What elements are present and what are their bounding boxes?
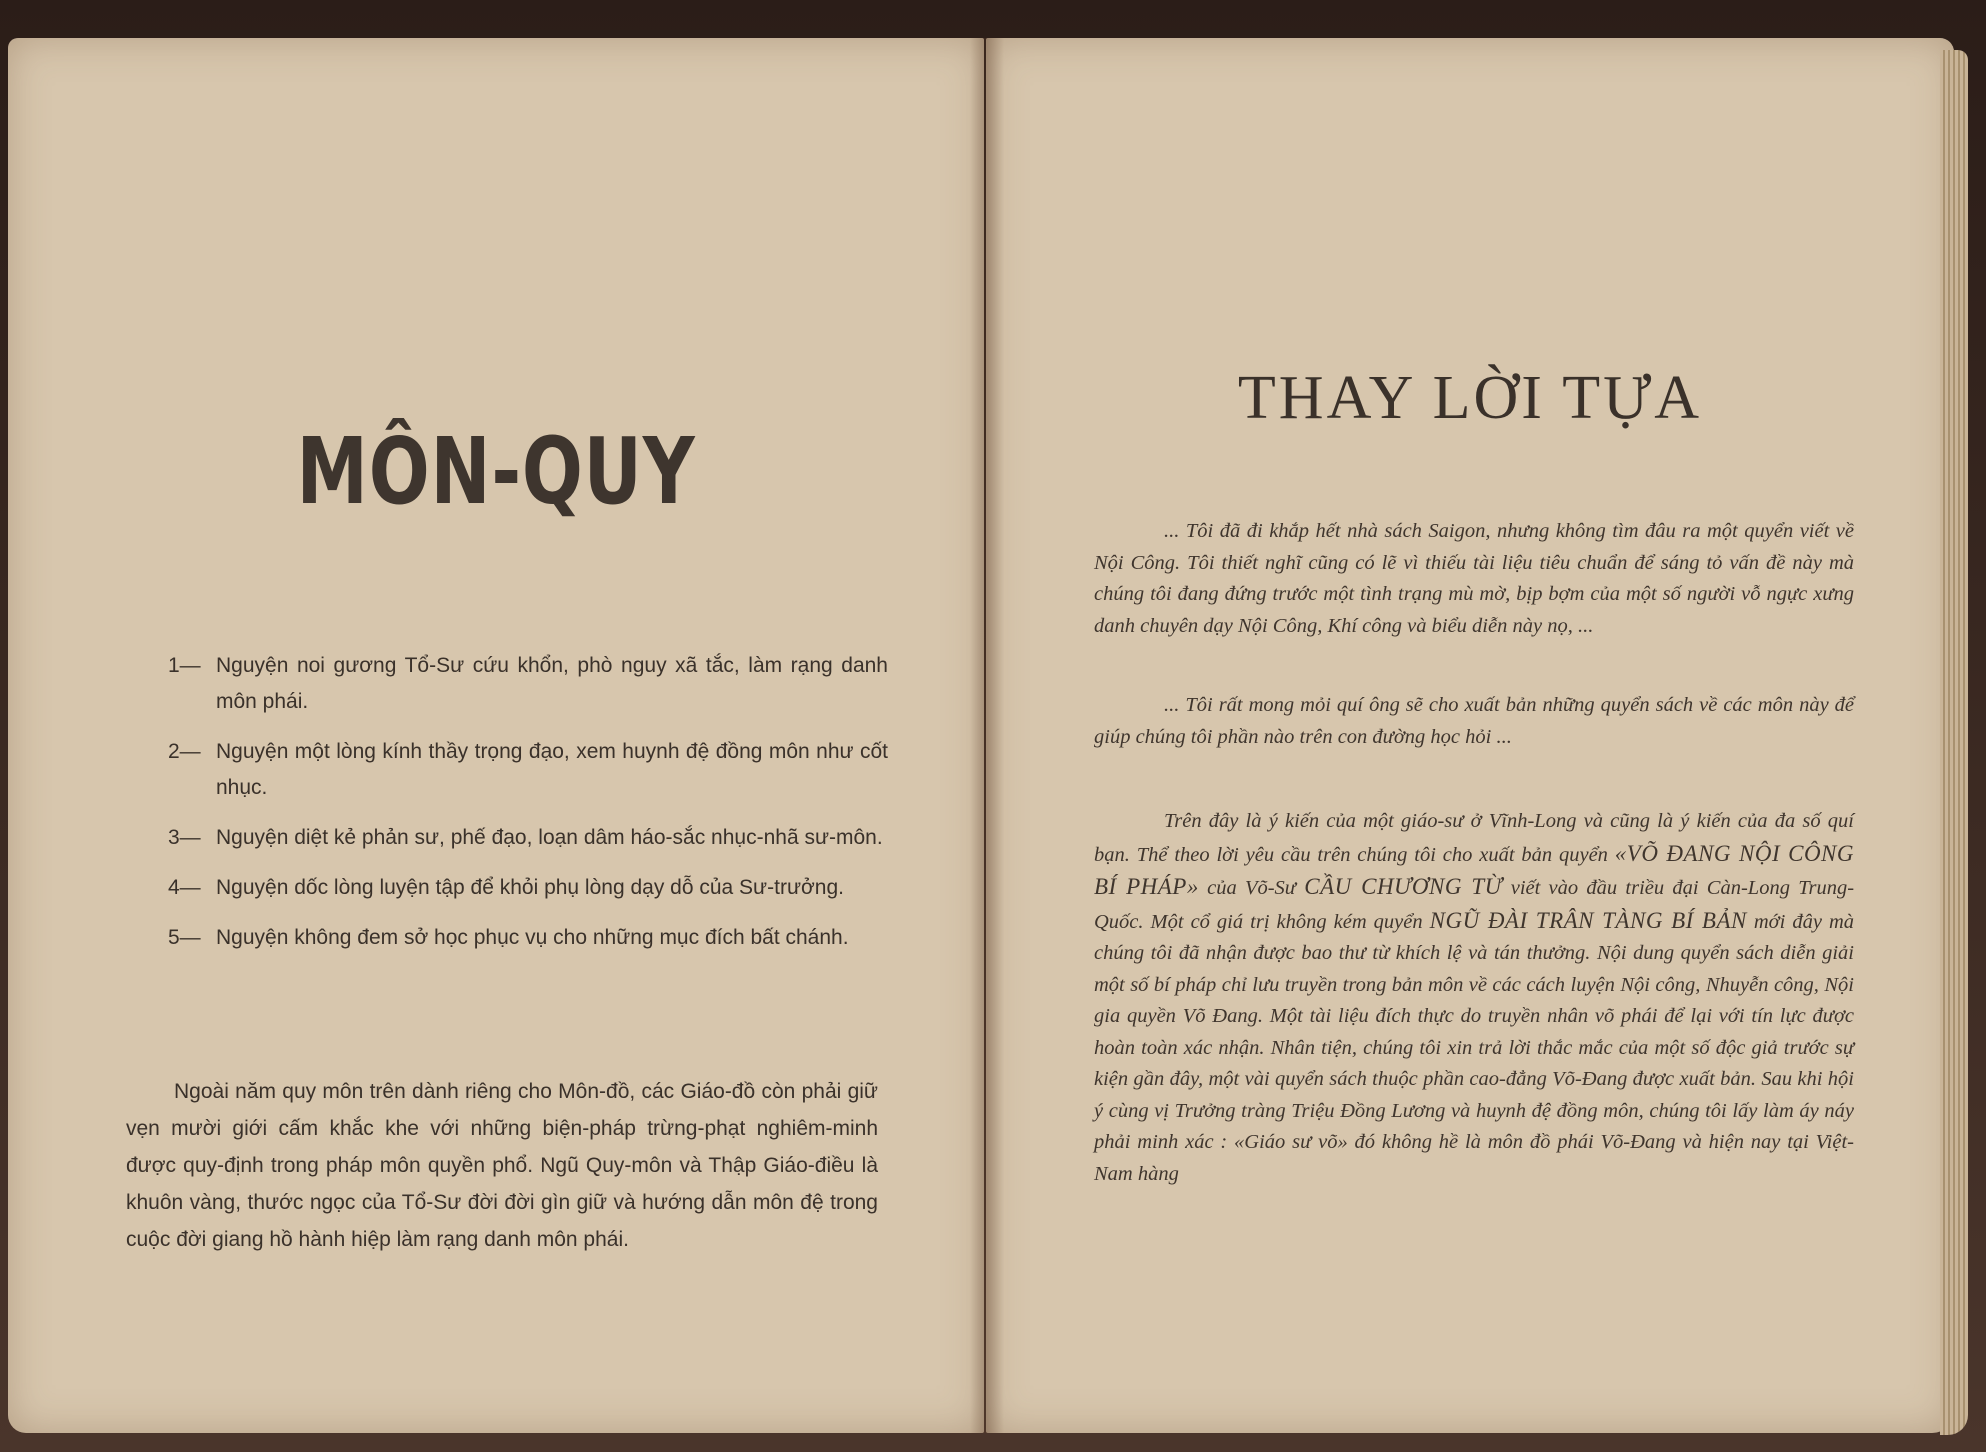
rules-list [168, 648, 888, 970]
rule-text: Nguyện không đem sở học phục vụ cho những mục đích bất chánh. [216, 926, 849, 949]
body-text-3: viết vào đầu triều đại Càn-Long Trung-Quốc. Một cổ giá trị không kém quyển [1094, 877, 1855, 933]
rule-item [168, 870, 888, 906]
right-page [986, 38, 1954, 1433]
rule-number: 2— [168, 740, 201, 763]
left-page-title: MÔN-QUY [296, 418, 696, 525]
body-text-4: mới đây mà chúng tôi đã nhận được bao thư từ khích lệ và tán thưởng. Nội dung quyển sách diễn giải một số bí pháp chỉ lưu truyền trong bản môn về các cách luyện Nội công, Nhuyễn công, Nội gia quyền Võ Đang. Một tài liệu đích thực do truyền nhân võ phái để lại với tín lực được hoàn toàn xác nhận. Nhân tiện, chúng tôi xin trả lời thắc mắc của một số độc giả trước sự kiện gần đây, một vài quyển sách thuộc phần cao-đẳng Võ-Đang được xuất bản. Sau khi hội ý cùng vị Trưởng tràng Triệu Đồng Lương và huynh đệ đồng môn, chúng tôi lấy làm áy náy phải minh xác : «Giáo sư võ» đó không hề là môn đồ phái Võ-Đang và hiện nay tại Việt-Nam hàng [1094, 910, 1854, 1185]
rule-item [168, 820, 888, 856]
rule-number: 5— [168, 926, 201, 949]
rule-text: Nguyện diệt kẻ phản sư, phế đạo, loạn dâm háo-sắc nhục-nhã sư-môn. [216, 826, 883, 849]
closing-paragraph: Ngoài năm quy môn trên dành riêng cho Môn-đồ, các Giáo-đồ còn phải giữ vẹn mười giới cấm khắc khe với những biện-pháp trừng-phạt nghiêm-minh được quy-định trong pháp môn quyền phổ. Ngũ Quy-môn và Thập Giáo-điều là khuôn vàng, thước ngọc của Tổ-Sư đời đời gìn giữ và hướng dẫn môn đệ trong cuộc đời giang hồ hành hiệp làm rạng danh môn phái. [126, 1080, 878, 1251]
author-name: CẦU CHƯƠNG TỪ [1304, 874, 1503, 899]
rule-number: 4— [168, 876, 201, 899]
rule-item [168, 648, 888, 720]
rule-number: 1— [168, 654, 201, 677]
body-paragraph [1094, 806, 1854, 1190]
book-gutter [970, 38, 1004, 1433]
rule-text: Nguyện dốc lòng luyện tập để khỏi phụ lòng dạy dỗ của Sư-trưởng. [216, 876, 844, 899]
book-title-2: NGŨ ĐÀI TRÂN TÀNG BÍ BẢN [1429, 907, 1747, 933]
body-text-1: Trên đây là ý kiến của một giáo-sư ở Vĩnh-Long và cũng là ý kiến của đa số quí bạn. Thể theo lời yêu cầu trên chúng tôi cho xuất bản quyển [1094, 810, 1854, 866]
quote-paragraph-1: ... Tôi đã đi khắp hết nhà sách Saigon, nhưng không tìm đâu ra một quyển viết về Nội Công. Tôi thiết nghĩ cũng có lẽ vì thiếu tài liệu tiêu chuẩn để sáng tỏ vấn đề này mà chúng tôi đang đứng trước một tình trạng mù mờ, bịp bợm của một số người vỗ ngực xưng danh chuyên dạy Nội Công, Khí công và biểu diễn này nọ, ... [1094, 520, 1854, 637]
rule-number: 3— [168, 826, 201, 849]
left-page [8, 38, 984, 1433]
rule-item [168, 920, 888, 956]
quote-paragraph-2: ... Tôi rất mong mỏi quí ông sẽ cho xuất bản những quyển sách về các môn này để giúp chúng tôi phần nào trên con đường học hỏi ... [1094, 694, 1854, 748]
page-edges [1940, 50, 1968, 1435]
book-title: «VÕ ĐANG NỘI CÔNG BÍ PHÁP» [1094, 840, 1855, 899]
rule-text: Nguyện một lòng kính thầy trọng đạo, xem huynh đệ đồng môn như cốt nhục. [216, 740, 888, 799]
right-page-title: THAY LỜI TỰA [1237, 364, 1703, 432]
body-text-2: của Võ-Sư [1207, 877, 1296, 899]
rule-item [168, 734, 888, 806]
rule-text: Nguyện noi gương Tổ-Sư cứu khổn, phò nguy xã tắc, làm rạng danh môn phái. [216, 654, 888, 713]
